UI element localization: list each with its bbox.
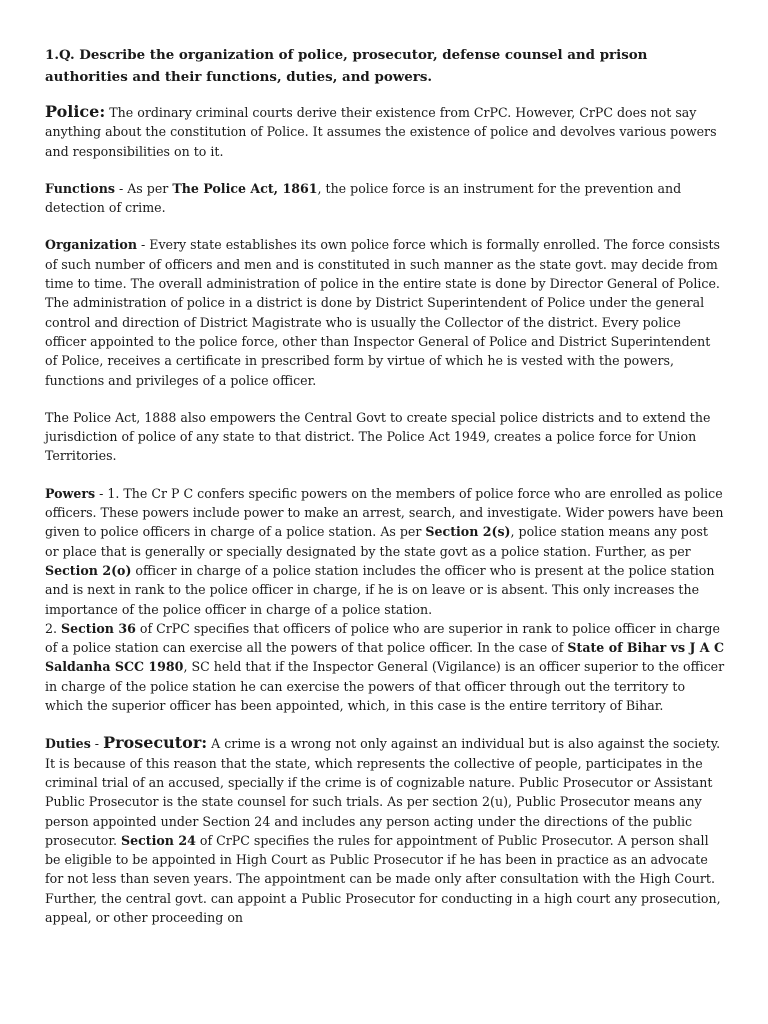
powers-text-2c: , SC held that if the Inspector General (Vigilance) is an officer superior to the officer in charge of the police station he can exercise the powers of that officer through out the territory to which the superior officer has been appointed, which, in this case is the entire territory of Bihar. xyxy=(45,659,725,714)
duties-dash: - xyxy=(90,736,104,752)
section-36: Section 36 xyxy=(61,620,136,636)
powers-paragraph-1 xyxy=(45,484,725,619)
question-heading: 1.Q. Describe the organization of police, prosecutor, defense counsel and prison authorities and their functions, duties, and powers. xyxy=(45,47,648,85)
police-act-paragraph: The Police Act, 1888 also empowers the Central Govt to create special police districts and to extend the jurisdiction of police of any state to that district. The Police Act 1949, creates a police force for Union Territories. xyxy=(45,409,711,464)
organization-paragraph xyxy=(45,235,725,389)
powers-text-c: officer in charge of a police station includes the officer who is present at the police station and is next in rank to the police officer in charge, if he is on leave or is absent. This only increases the importance of the police officer in charge of a police station. xyxy=(45,562,715,617)
organization-label: Organization xyxy=(45,237,137,253)
section-24: Section 24 xyxy=(121,832,196,848)
powers-item-2-number: 2. xyxy=(45,620,62,636)
police-paragraph xyxy=(45,102,725,161)
powers-paragraph-2 xyxy=(45,619,725,715)
case-citation: State of Bihar vs J A C Saldanha SCC 1980 xyxy=(45,640,724,675)
police-label: Police: xyxy=(45,102,106,121)
functions-label: Functions xyxy=(45,180,115,196)
powers-text-2b: of CrPC specifies that officers of police who are superior in rank to police officer in charge of a police station can exercise all the powers of that police officer. In the case of xyxy=(45,620,720,656)
duties-paragraph xyxy=(45,733,725,927)
powers-text-b: , police station means any post or place that is generally or specially designated by the state govt as a police station. Further, as per xyxy=(45,524,708,559)
functions-text-post: , the police force is an instrument for the prevention and detection of crime. xyxy=(45,180,682,216)
police-text: The ordinary criminal courts derive their existence from CrPC. However, CrPC does not say anything about the constitution of Police. It assumes the existence of police and devolves various powers and responsibilities on to it. xyxy=(45,105,717,159)
section-2s: Section 2(s) xyxy=(425,524,511,540)
document-page xyxy=(45,44,725,945)
prosecutor-label: Prosecutor: xyxy=(103,733,208,753)
section-2o: Section 2(o) xyxy=(45,562,132,578)
police-act-1861: The Police Act, 1861 xyxy=(172,180,318,196)
duties-text-a: A crime is a wrong not only against an individual but is also against the society. It is because of this reason that the state, which represents the collective of people, participates in the criminal trial of an accused, specially if the crime is of cognizable nature. Public Prosecutor or Assistant Public Prosecutor is the state counsel for such trials. As per section 2(u), Public Prosecutor means any person appointed under Section 24 and includes any person acting under the directions of the public prosecutor. xyxy=(45,736,721,848)
organization-text: - Every state establishes its own police force which is formally enrolled. The force consists of such number of officers and men and is constituted in such manner as the state govt. may decide from time to time. The overall administration of police in the entire state is done by Director General of Police. The administration of police in a district is done by District Superintendent of Police under the general control and direction of District Magistrate who is usually the Collector of the district. Every police officer appointed to the police force, other than Inspector General of Police and District Superintendent of Police, receives a certificate in prescribed form by virtue of which he is vested with the powers, functions and privileges of a police officer. xyxy=(45,237,720,388)
powers-text-a: - 1. The Cr P C confers specific powers on the members of police force who are enrolled as police officers. These powers include power to make an arrest, search, and investigate. Wider powers have been given to police officers in charge of a police station. As per xyxy=(45,485,724,540)
duties-label: Duties xyxy=(45,736,91,752)
duties-text-b: of CrPC specifies the rules for appointment of Public Prosecutor. A person shall be eligible to be appointed in High Court as Public Prosecutor if he has been in practice as an advocate for not less than seven years. The appointment can be made only after consultation with the High Court. Further, the central govt. can appoint a Public Prosecutor for conducting in a high court any prosecution, appeal, or other proceeding on xyxy=(45,832,721,925)
functions-text-pre: - As per xyxy=(114,180,173,196)
functions-paragraph xyxy=(45,179,725,218)
powers-label: Powers xyxy=(45,485,96,501)
